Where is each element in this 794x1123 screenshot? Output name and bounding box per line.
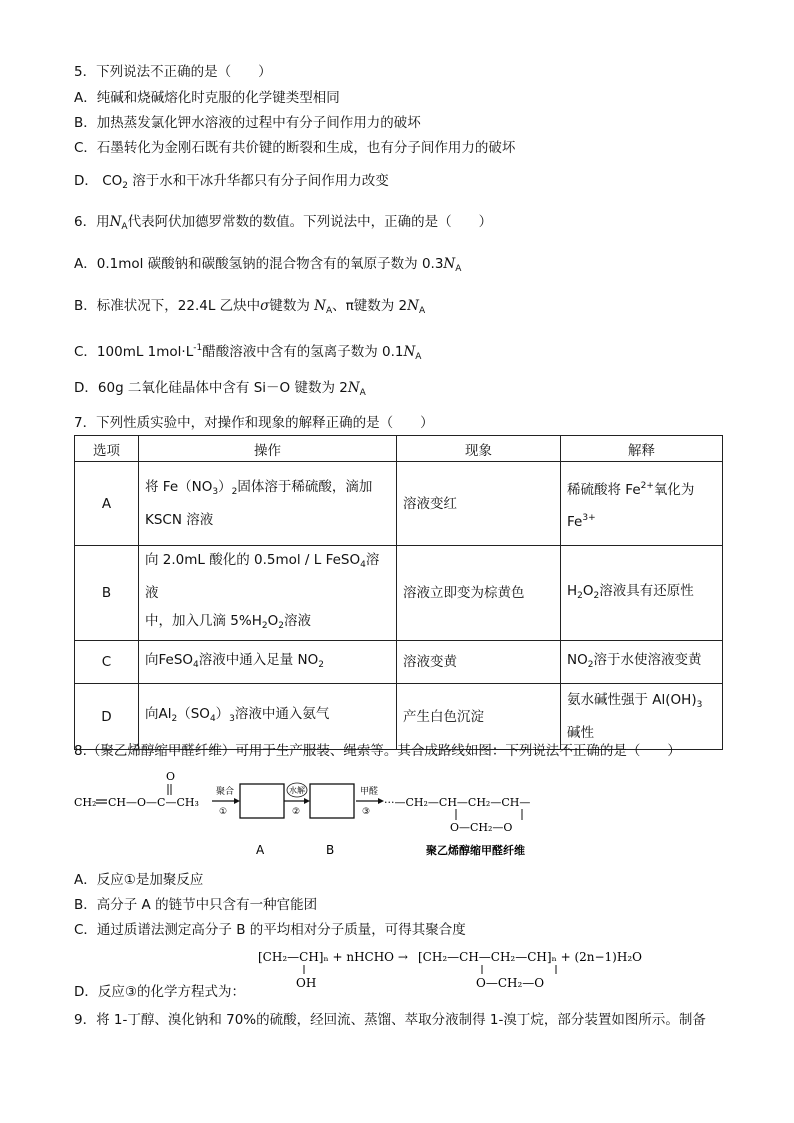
arrow3-label: 甲醛 (360, 787, 379, 797)
exp-text-line2: Fe (567, 513, 583, 530)
exp-text: 溶液具有还原性 (599, 582, 694, 599)
table-row (75, 462, 723, 546)
table-header-row (75, 436, 723, 462)
q8-option-d: D．反应③的化学方程式为： (74, 984, 245, 1000)
row-option: A (75, 462, 139, 546)
q6-a-text: A．0.1mol 碳酸钠和碳酸氢钠的混合物含有的氧原子数为 0.3 (74, 256, 444, 272)
exp-sub: 2 (593, 590, 600, 601)
q8-option-c: C．通过质谱法测定高分子 B 的平均相对分子质量，可得其聚合度 (74, 922, 466, 938)
q6-c-na-sub: A (415, 352, 422, 362)
arrow2-head (304, 798, 310, 804)
equation-left: [CH₂—CH]ₙ + nHCHO → (258, 950, 408, 964)
row-explanation (561, 462, 723, 546)
op-sub: 3 (229, 714, 235, 724)
row-explanation (561, 684, 723, 750)
equation-ring: O—CH₂—O (476, 976, 545, 990)
op-text: ） (218, 479, 232, 495)
table-row (75, 684, 723, 750)
row-operation (139, 641, 397, 684)
header-operation: 操作 (139, 436, 397, 462)
q5-option-a: A．纯碱和烧碱熔化时克服的化学键类型相同 (74, 90, 340, 106)
q6-d-na-sub: A (359, 388, 366, 398)
row-explanation (561, 641, 723, 684)
q5-option-c: C．石墨转化为金刚石既有共价键的断裂和生成，也有分子间作用力的破坏 (74, 140, 516, 156)
q6-c-sup: -1 (193, 343, 203, 353)
q6-b-na2-sub: A (418, 306, 426, 316)
arrow3-step: ③ (362, 807, 371, 817)
q6-c-text2: 醋酸溶液中含有的氢离子数为 0.1 (202, 344, 404, 360)
row-option: B (75, 546, 139, 641)
op-text: 向 2.0mL 酸化的 0.5mol / L FeSO (145, 552, 361, 568)
q6-stem (74, 212, 492, 237)
table-row (75, 641, 723, 684)
arrow1-step: ① (219, 807, 228, 817)
exp-text: O (582, 582, 594, 599)
op-sub: 4 (360, 560, 366, 570)
q6-b-na1: N (314, 298, 326, 314)
q7-table (74, 435, 723, 750)
exp-text: 氨水碱性强于 Al(OH) (567, 692, 697, 708)
op-text: （SO (177, 706, 210, 722)
op-sub: 4 (209, 714, 216, 724)
q6-c-na: N (403, 344, 416, 360)
q5-d-prefix: D． (74, 173, 98, 189)
op-sub: 2 (278, 621, 284, 631)
q6-b-text3: 、π键数为 2 (332, 298, 408, 314)
row-option: D (75, 684, 139, 750)
header-explanation: 解释 (561, 436, 723, 462)
exp-text: 溶于水使溶液变黄 (593, 651, 702, 668)
op-text: ） (215, 706, 230, 722)
row-phenomenon: 溶液立即变为棕黄色 (397, 546, 561, 641)
op-text: 将 Fe（NO (145, 479, 213, 495)
q6-a-na-sub: A (455, 264, 462, 274)
q6-d-na: N (347, 380, 360, 396)
exp-sub: 3 (696, 700, 703, 710)
op-sub: 2 (231, 487, 238, 497)
q6-a-na: N (443, 256, 456, 272)
exp-sub: 2 (587, 659, 594, 670)
q8-option-b: B．高分子 A 的链节中只含有一种官能团 (74, 897, 318, 913)
q5-stem: 5．下列说法不正确的是（ ） (74, 64, 272, 80)
arrow1-label: 聚合 (216, 787, 235, 797)
exp-sup: 3+ (582, 512, 596, 523)
q6-b-sigma: σ (260, 298, 270, 314)
monomer-chain-text: CH—O—C—CH₃ (108, 796, 199, 809)
op-text: 向Al (145, 706, 172, 722)
q5-d-suffix: 溶于水和干冰升华都只有分子间作用力改变 (132, 173, 389, 189)
label-a: A (256, 843, 265, 857)
q6-b-na2: N (407, 298, 419, 314)
q5-d-formula: CO (102, 173, 123, 189)
q6-c-text1: C．100mL 1mol·L (74, 344, 194, 360)
row-operation (139, 462, 397, 546)
exp-text: NO (567, 651, 588, 668)
exp-text: H (567, 582, 578, 599)
op-text-line2: KSCN 溶液 (145, 512, 214, 528)
op-text: 固体溶于稀硫酸，滴加 (237, 479, 373, 495)
arrow1-head (234, 798, 240, 804)
row-phenomenon: 产生白色沉淀 (397, 684, 561, 750)
q6-na-symbol: N (109, 214, 122, 230)
q5-option-d (74, 171, 389, 196)
equation-right: [CH₂—CH—CH₂—CH]ₙ + (2n−1)H₂O (418, 950, 642, 964)
exp-text-line2: 碱性 (567, 725, 594, 741)
q6-d-text: D．60g 二氧化硅晶体中含有 Si－O 键数为 2 (74, 380, 348, 396)
box-a (240, 784, 284, 818)
reaction-equation (258, 944, 698, 992)
q8-stem: 8.（聚乙烯醇缩甲醛纤维）可用于生产服装、绳索等。其合成路线如图：下列说法不正确的是（ ） (74, 743, 681, 759)
op-text: 中，加入几滴 5%H (145, 613, 262, 629)
synthesis-route-diagram (74, 768, 574, 864)
monomer-ch2-text: CH₂ (74, 796, 97, 809)
op-sub: 2 (171, 714, 178, 724)
row-phenomenon: 溶液变黄 (397, 641, 561, 684)
q6-b-text2: 键数为 (269, 298, 310, 314)
op-sub: 2 (261, 621, 268, 631)
q6-option-a (74, 254, 461, 279)
q6-option-b (74, 296, 425, 321)
q6-b-text1: B．标准状况下，22.4L 乙炔中 (74, 298, 261, 314)
header-option: 选项 (75, 436, 139, 462)
q6-na-sub: A (121, 222, 128, 232)
row-operation (139, 546, 397, 641)
arrow2-label: 水解 (289, 786, 305, 795)
q6-option-d (74, 378, 366, 403)
q6-stem-suffix: 代表阿伏加德罗常数的数值。下列说法中，正确的是（ ） (127, 214, 493, 230)
exp-sup: 2+ (640, 480, 654, 491)
product-ring-text: O—CH₂—O (450, 821, 513, 834)
label-b: B (326, 843, 335, 857)
q6-b-na1-sub: A (325, 306, 333, 316)
op-text: O (267, 613, 279, 629)
row-option: C (75, 641, 139, 684)
exp-text: 氧化为 (653, 481, 695, 498)
carbonyl-o-text: O (166, 770, 176, 783)
row-operation (139, 684, 397, 750)
op-text: 向FeSO (145, 651, 194, 668)
op-sub: 3 (212, 487, 219, 497)
q6-stem-prefix: 6．用 (74, 214, 110, 230)
row-explanation (561, 546, 723, 641)
q8-option-a: A．反应①是加聚反应 (74, 872, 204, 888)
op-text: 溶液中通入足量 NO (198, 651, 319, 668)
product-chain-text: ···—CH₂—CH—CH₂—CH— (384, 796, 531, 809)
q6-option-c (74, 338, 421, 367)
op-text: 溶液中通入氨气 (234, 706, 330, 722)
op-text: 溶液 (145, 552, 380, 601)
op-text: 溶液 (283, 613, 311, 629)
q9-stem: 9．将 1-丁醇、溴化钠和 70%的硫酸，经回流、蒸馏、萃取分液制得 1-溴丁烷，部分装置如图所示。制备 (74, 1012, 706, 1028)
op-sub: 4 (193, 659, 199, 670)
q5-d-sub: 2 (122, 181, 128, 191)
product-name: 聚乙烯醇缩甲醛纤维 (426, 844, 525, 857)
row-phenomenon: 溶液变红 (397, 462, 561, 546)
q5-option-b: B．加热蒸发氯化钾水溶液的过程中有分子间作用力的破坏 (74, 115, 421, 131)
equation-oh: OH (296, 976, 317, 990)
exp-text: 稀硫酸将 Fe (567, 481, 641, 498)
op-sub: 2 (318, 659, 325, 670)
table-row (75, 546, 723, 641)
box-b (310, 784, 354, 818)
header-phenomenon: 现象 (397, 436, 561, 462)
q7-stem: 7．下列性质实验中，对操作和现象的解释正确的是（ ） (74, 415, 434, 431)
exp-sub: 2 (577, 590, 583, 601)
arrow2-step: ② (292, 807, 301, 817)
